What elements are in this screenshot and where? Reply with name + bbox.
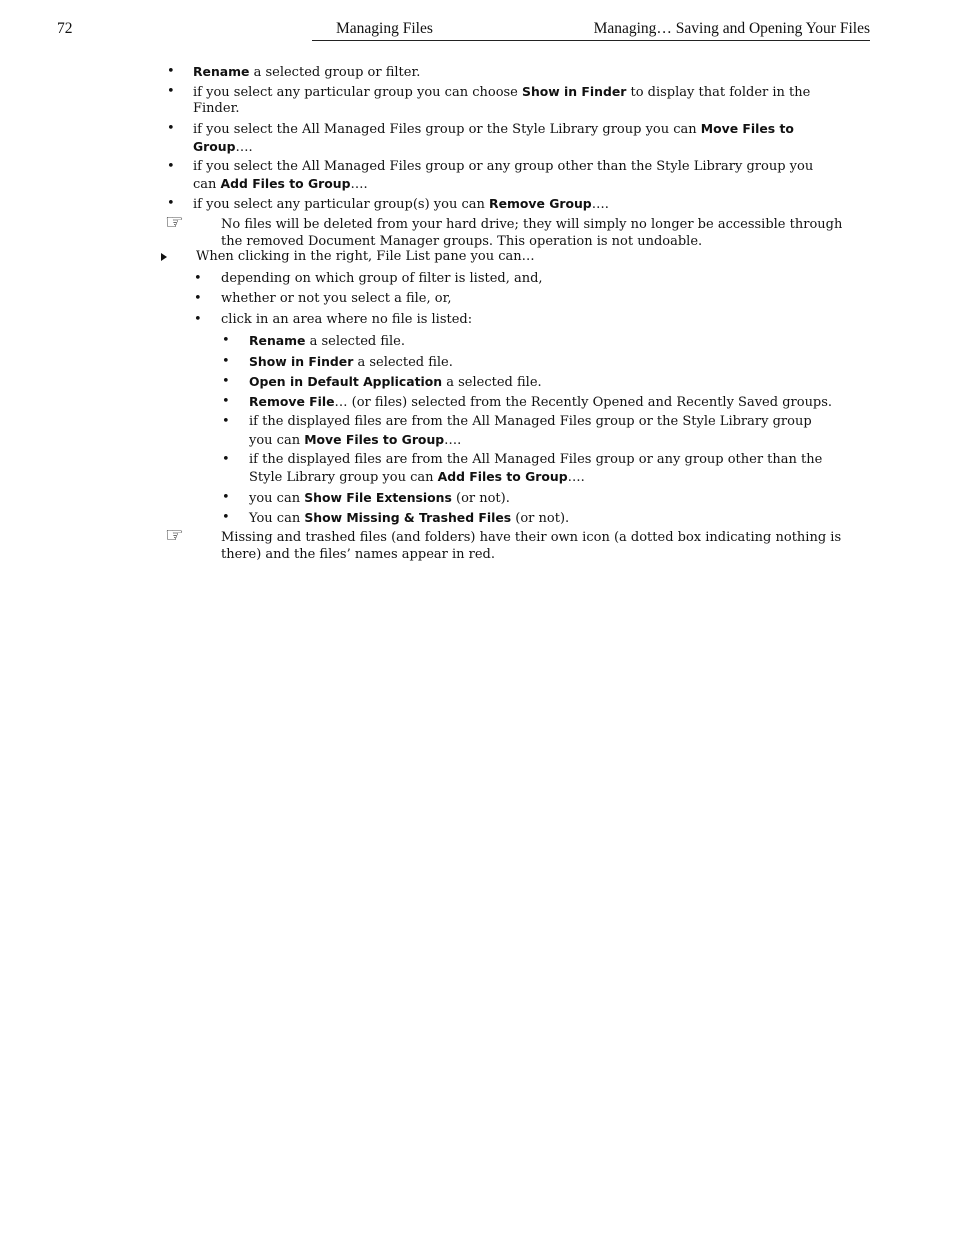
bullet xyxy=(222,489,232,506)
menu-command: Show File Extensions xyxy=(304,490,452,505)
list-item: if the displayed files are from the All Managed Files group or the Style Library group xyxy=(249,414,812,429)
bullet xyxy=(194,311,204,328)
menu-command: Add Files to Group xyxy=(437,469,568,484)
text: if you select any particular group(s) you can xyxy=(193,197,490,212)
list-item: whether or not you select a file, or, xyxy=(221,291,452,306)
text: Style Library group you can xyxy=(249,470,438,485)
note-text: there) and the files’ names appear in red. xyxy=(221,547,496,562)
menu-command: Show Missing & Trashed Files xyxy=(304,510,512,525)
running-head-chapter: Managing Files xyxy=(336,20,433,37)
list-item xyxy=(193,63,420,81)
text: if you select any particular group you can choose xyxy=(193,85,523,100)
note-text: No files will be deleted from your hard drive; they will simply no longer be accessible through xyxy=(221,217,843,232)
text: you can xyxy=(249,433,305,448)
menu-command: Group xyxy=(193,139,236,154)
menu-command: Remove Group xyxy=(489,196,592,211)
menu-command: Rename xyxy=(249,333,306,348)
text: a selected file. xyxy=(353,355,453,370)
menu-command: Remove File xyxy=(249,394,335,409)
menu-command: Add Files to Group xyxy=(220,176,351,191)
text: you can xyxy=(249,491,305,506)
list-item-continuation xyxy=(193,175,368,193)
text: …. xyxy=(567,470,585,485)
triangle-bullet-icon xyxy=(161,253,167,261)
bullet xyxy=(222,353,232,370)
pointing-hand-icon: ☞ xyxy=(165,523,184,547)
menu-command: Show in Finder xyxy=(249,354,354,369)
text: a selected group or filter. xyxy=(249,65,421,80)
menu-command: Open in Default Application xyxy=(249,374,443,389)
bullet xyxy=(222,373,232,390)
list-item-continuation: Finder. xyxy=(193,101,240,116)
bullet xyxy=(222,451,232,468)
text: if you select the All Managed Files group or the Style Library group you can xyxy=(193,122,701,137)
text: to display that folder in the xyxy=(626,85,811,100)
text: …. xyxy=(235,140,253,155)
list-item xyxy=(249,489,510,507)
list-item: if the displayed files are from the All Managed Files group or any group other than the xyxy=(249,452,823,467)
list-item: depending on which group of filter is listed, and, xyxy=(221,271,543,286)
menu-command: Show in Finder xyxy=(522,84,627,99)
note-text: the removed Document Manager groups. This operation is not undoable. xyxy=(221,234,703,249)
list-item xyxy=(249,353,453,371)
bullet xyxy=(167,158,177,175)
text: …. xyxy=(444,433,462,448)
text: …. xyxy=(591,197,609,212)
text: You can xyxy=(249,511,305,526)
list-item xyxy=(193,195,609,213)
list-item: if you select the All Managed Files group or any group other than the Style Library group you xyxy=(193,159,814,174)
text: (or not). xyxy=(511,511,570,526)
bullet xyxy=(222,332,232,349)
menu-command: Move Files to Group xyxy=(304,432,445,447)
list-item xyxy=(249,332,405,350)
running-head-section: Managing… Saving and Opening Your Files xyxy=(593,20,870,37)
list-item: click in an area where no file is listed: xyxy=(221,312,473,327)
list-item xyxy=(193,83,810,101)
list-item-continuation xyxy=(249,468,585,486)
list-item-continuation xyxy=(249,431,461,449)
bullet xyxy=(167,63,177,80)
menu-command: Move Files to xyxy=(700,121,794,136)
list-item xyxy=(249,393,832,411)
bullet xyxy=(194,290,204,307)
list-item xyxy=(193,120,794,138)
list-item xyxy=(249,373,542,391)
list-item-continuation xyxy=(193,138,253,156)
text: a selected file. xyxy=(442,375,542,390)
note-text: Missing and trashed files (and folders) have their own icon (a dotted box indicating nothing is xyxy=(221,530,842,545)
list-item xyxy=(249,509,569,527)
text: (or not). xyxy=(451,491,510,506)
section-intro: When clicking in the right, File List pane you can… xyxy=(196,249,535,264)
text: a selected file. xyxy=(305,334,405,349)
bullet xyxy=(222,393,232,410)
page-number: 72 xyxy=(57,20,73,37)
bullet xyxy=(167,83,177,100)
header-rule xyxy=(312,40,870,41)
text: …. xyxy=(350,177,368,192)
text: … (or files) selected from the Recently Opened and Recently Saved groups. xyxy=(334,395,833,410)
bullet xyxy=(222,509,232,526)
bullet xyxy=(194,270,204,287)
menu-command: Rename xyxy=(193,64,250,79)
bullet xyxy=(222,413,232,430)
text: can xyxy=(193,177,221,192)
pointing-hand-icon: ☞ xyxy=(165,210,184,234)
bullet xyxy=(167,120,177,137)
